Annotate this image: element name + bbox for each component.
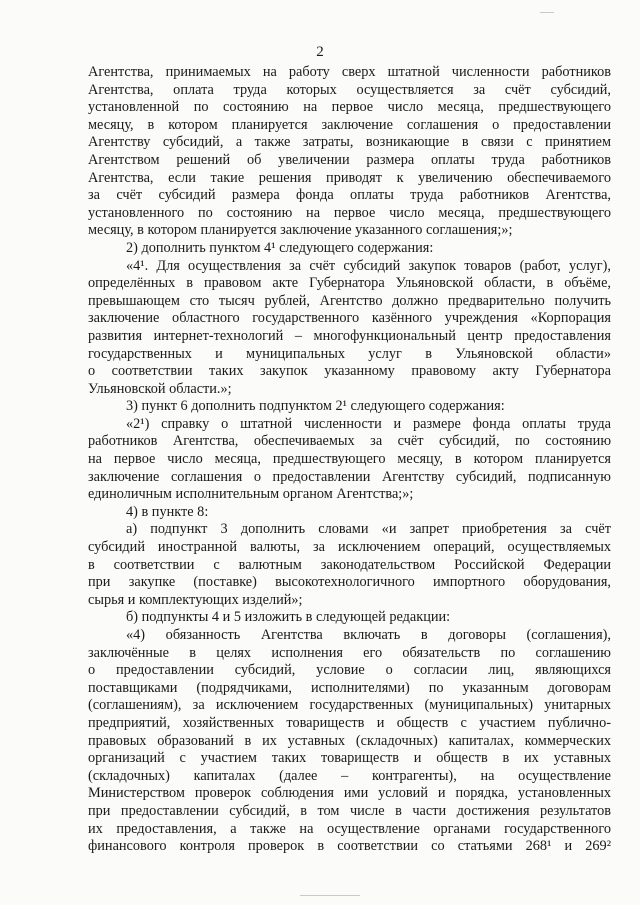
text-line: установленного по состоянию на первое число месяца, предшествующего — [88, 204, 611, 221]
text-line: установленной по состоянию на первое число месяца, предшествующего — [88, 99, 611, 116]
text-line: единоличным исполнительным органом Агентства;»; — [88, 486, 414, 503]
text-line: в соответствии с валютным законодательством Российской Федерации — [88, 556, 611, 573]
text-line: на первое число месяца, предшествующего месяцу, в котором планируется — [88, 451, 611, 468]
document-body — [88, 64, 611, 856]
text-line: заключение областного государственного казённого учреждения «Корпорация — [88, 310, 611, 327]
text-line: заключённые в целях исполнения его обязательств по соглашению — [88, 644, 611, 661]
text-line: поставщиками (подрядчиками, исполнителями) по указанным договорам — [88, 679, 611, 696]
text-line: финансового контроля проверок в соответствии со статьями 268¹ и 269² — [88, 838, 611, 855]
text-line: «4) обязанность Агентства включать в договоры (соглашения), — [126, 627, 611, 643]
text-line: а) подпункт 3 дополнить словами «и запрет приобретения за счёт — [126, 521, 611, 538]
text-line: работников Агентства, обеспечиваемых за счёт субсидий, по состоянию — [88, 433, 611, 450]
text-line: о соответствии таких закупок указанному правовому акту Губернатора — [88, 363, 611, 380]
scan-mark-bottom — [300, 895, 360, 896]
text-line: превышающем сто тысяч рублей, Агентство должно предварительно получить — [88, 292, 611, 309]
scan-mark-top-right — [540, 12, 554, 13]
text-line: государственных и муниципальных услуг в Ульяновской области» — [88, 345, 611, 362]
text-line: предприятий, хозяйственных товариществ и обществ с участием публично- — [88, 714, 611, 731]
text-line: б) подпункты 4 и 5 изложить в следующей редакции: — [126, 609, 451, 626]
text-line: 4) в пункте 8: — [126, 503, 209, 520]
text-line: за счёт субсидий размера фонда оплаты труда работников Агентства, — [88, 187, 611, 204]
text-line: субсидий иностранной валюты, за исключением операций, осуществляемых — [88, 539, 611, 556]
text-line: 2) дополнить пунктом 4¹ следующего содержания: — [126, 239, 434, 256]
text-line: «2¹) справку о штатной численности и размере фонда оплаты труда — [126, 415, 611, 432]
text-line: Агентства, если такие решения приводят к увеличению обеспечиваемого — [88, 169, 611, 186]
text-line: организаций с участием таких товариществ и обществ в их уставных — [88, 750, 611, 767]
text-line: Агентству субсидий, а также затраты, возникающие в связи с принятием — [88, 134, 611, 151]
text-line: при предоставлении субсидий, в том числе в части достижения результатов — [88, 802, 611, 819]
text-line: 3) пункт 6 дополнить подпунктом 2¹ следующего содержания: — [126, 398, 505, 415]
page-number: 2 — [316, 44, 324, 60]
text-line: Агентством решений об увеличении размера оплаты труда работников — [88, 151, 611, 168]
text-line: при закупке (поставке) высокотехнологичного импортного оборудования, — [88, 574, 611, 591]
text-line: Министерством проверок соблюдения ими условий и порядка, установленных — [88, 785, 611, 802]
text-line: «4¹. Для осуществления за счёт субсидий закупок товаров (работ, услуг), — [126, 257, 611, 274]
text-line: сырья и комплектующих изделий»; — [88, 591, 303, 608]
text-line: (складочных) капиталах (далее – контрагенты), на осуществление — [88, 767, 611, 784]
text-line: (соглашениям), за исключением государственных (муниципальных) унитарных — [88, 697, 611, 714]
text-line: определённых в правовом акте Губернатора Ульяновской области, в объёме, — [88, 275, 611, 292]
text-line: о предоставлении субсидий, условие о согласии лиц, являющихся — [88, 662, 611, 679]
text-line: заключение соглашения о предоставлении Агентству субсидий, подписанную — [88, 468, 611, 485]
text-line: Ульяновской области.»; — [88, 380, 232, 397]
text-line: их предоставления, а также на осуществление органами государственного — [88, 820, 611, 837]
text-line: правовых образований в их уставных (складочных) капиталах, коммерческих — [88, 732, 611, 749]
text-line: Агентства, оплата труда которых осуществляется за счёт субсидий, — [88, 81, 611, 98]
text-line: развития интернет-технологий – многофункциональный центр предоставления — [88, 327, 611, 344]
text-line: месяцу, в котором планируется заключение соглашения о предоставлении — [88, 116, 611, 133]
text-line: месяцу, в котором планируется заключение указанного соглашения;»; — [88, 222, 513, 239]
text-line: Агентства, принимаемых на работу сверх штатной численности работников — [88, 64, 611, 80]
